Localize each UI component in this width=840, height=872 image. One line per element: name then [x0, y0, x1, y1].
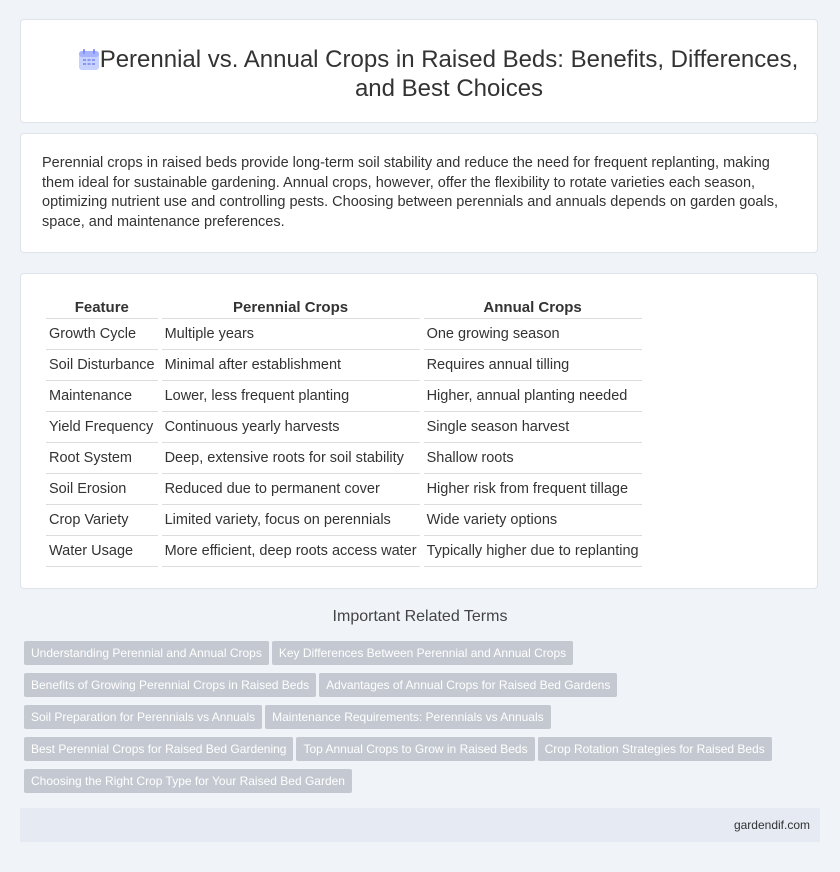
table-cell: Soil Erosion [46, 474, 158, 505]
table-cell: Growth Cycle [46, 319, 158, 350]
column-header: Feature [46, 296, 158, 319]
header-card [20, 19, 818, 123]
footer [20, 808, 820, 842]
table-cell: Requires annual tilling [424, 350, 642, 381]
related-term-tag[interactable]: Maintenance Requirements: Perennials vs Annuals [265, 705, 551, 729]
table-row [46, 505, 642, 536]
table-cell: Higher, annual planting needed [424, 381, 642, 412]
table-cell: One growing season [424, 319, 642, 350]
related-term-tag[interactable]: Crop Rotation Strategies for Raised Beds [538, 737, 772, 761]
table-cell: Shallow roots [424, 443, 642, 474]
page-title: Perennial vs. Annual Crops in Raised Beds: Benefits, Differences, and Best Choices [99, 46, 799, 102]
table-row [46, 536, 642, 567]
related-term-tag[interactable]: Advantages of Annual Crops for Raised Bed Gardens [319, 673, 617, 697]
table-cell: Deep, extensive roots for soil stability [162, 443, 420, 474]
table-cell: Yield Frequency [46, 412, 158, 443]
table-cell: Single season harvest [424, 412, 642, 443]
column-header: Perennial Crops [162, 296, 420, 319]
table-cell: Wide variety options [424, 505, 642, 536]
table-header-row [46, 296, 642, 319]
table-row [46, 474, 642, 505]
footer-site[interactable]: gardendif.com [733, 818, 810, 832]
table-cell: Soil Disturbance [46, 350, 158, 381]
table-cell: Reduced due to permanent cover [162, 474, 420, 505]
related-term-tag[interactable]: Understanding Perennial and Annual Crops [24, 641, 269, 665]
table-row [46, 443, 642, 474]
comparison-table [42, 296, 646, 567]
related-term-tag[interactable]: Soil Preparation for Perennials vs Annuals [24, 705, 262, 729]
table-cell: Continuous yearly harvests [162, 412, 420, 443]
related-term-tag[interactable]: Key Differences Between Perennial and Annual Crops [272, 641, 573, 665]
related-terms-list [24, 641, 804, 801]
table-cell: Lower, less frequent planting [162, 381, 420, 412]
table-cell: Minimal after establishment [162, 350, 420, 381]
table-row [46, 412, 642, 443]
table-row [46, 319, 642, 350]
table-row [46, 381, 642, 412]
table-cell: Crop Variety [46, 505, 158, 536]
table-cell: More efficient, deep roots access water [162, 536, 420, 567]
table-cell: Root System [46, 443, 158, 474]
table-cell: Typically higher due to replanting [424, 536, 642, 567]
related-term-tag[interactable]: Top Annual Crops to Grow in Raised Beds [296, 737, 534, 761]
related-terms-heading: Important Related Terms [332, 608, 508, 625]
table-cell: Limited variety, focus on perennials [162, 505, 420, 536]
comparison-card [20, 273, 818, 589]
table-row [46, 350, 642, 381]
table-cell: Multiple years [162, 319, 420, 350]
table-cell: Maintenance [46, 381, 158, 412]
related-term-tag[interactable]: Best Perennial Crops for Raised Bed Gardening [24, 737, 293, 761]
related-term-tag[interactable]: Benefits of Growing Perennial Crops in Raised Beds [24, 673, 316, 697]
table-cell: Water Usage [46, 536, 158, 567]
intro-card [20, 133, 818, 253]
column-header: Annual Crops [424, 296, 642, 319]
intro-text: Perennial crops in raised beds provide long-term soil stability and reduce the need for frequent replanting, making them ideal for sustainable gardening. Annual crops, however, offer the flexibility to rotate varieties each season, optimizing nutrient use and controlling pests. Choosing between perennials and annuals depends on garden goals, space, and maintenance preferences. [42, 155, 778, 230]
related-term-tag[interactable]: Choosing the Right Crop Type for Your Raised Bed Garden [24, 769, 352, 793]
table-cell: Higher risk from frequent tillage [424, 474, 642, 505]
